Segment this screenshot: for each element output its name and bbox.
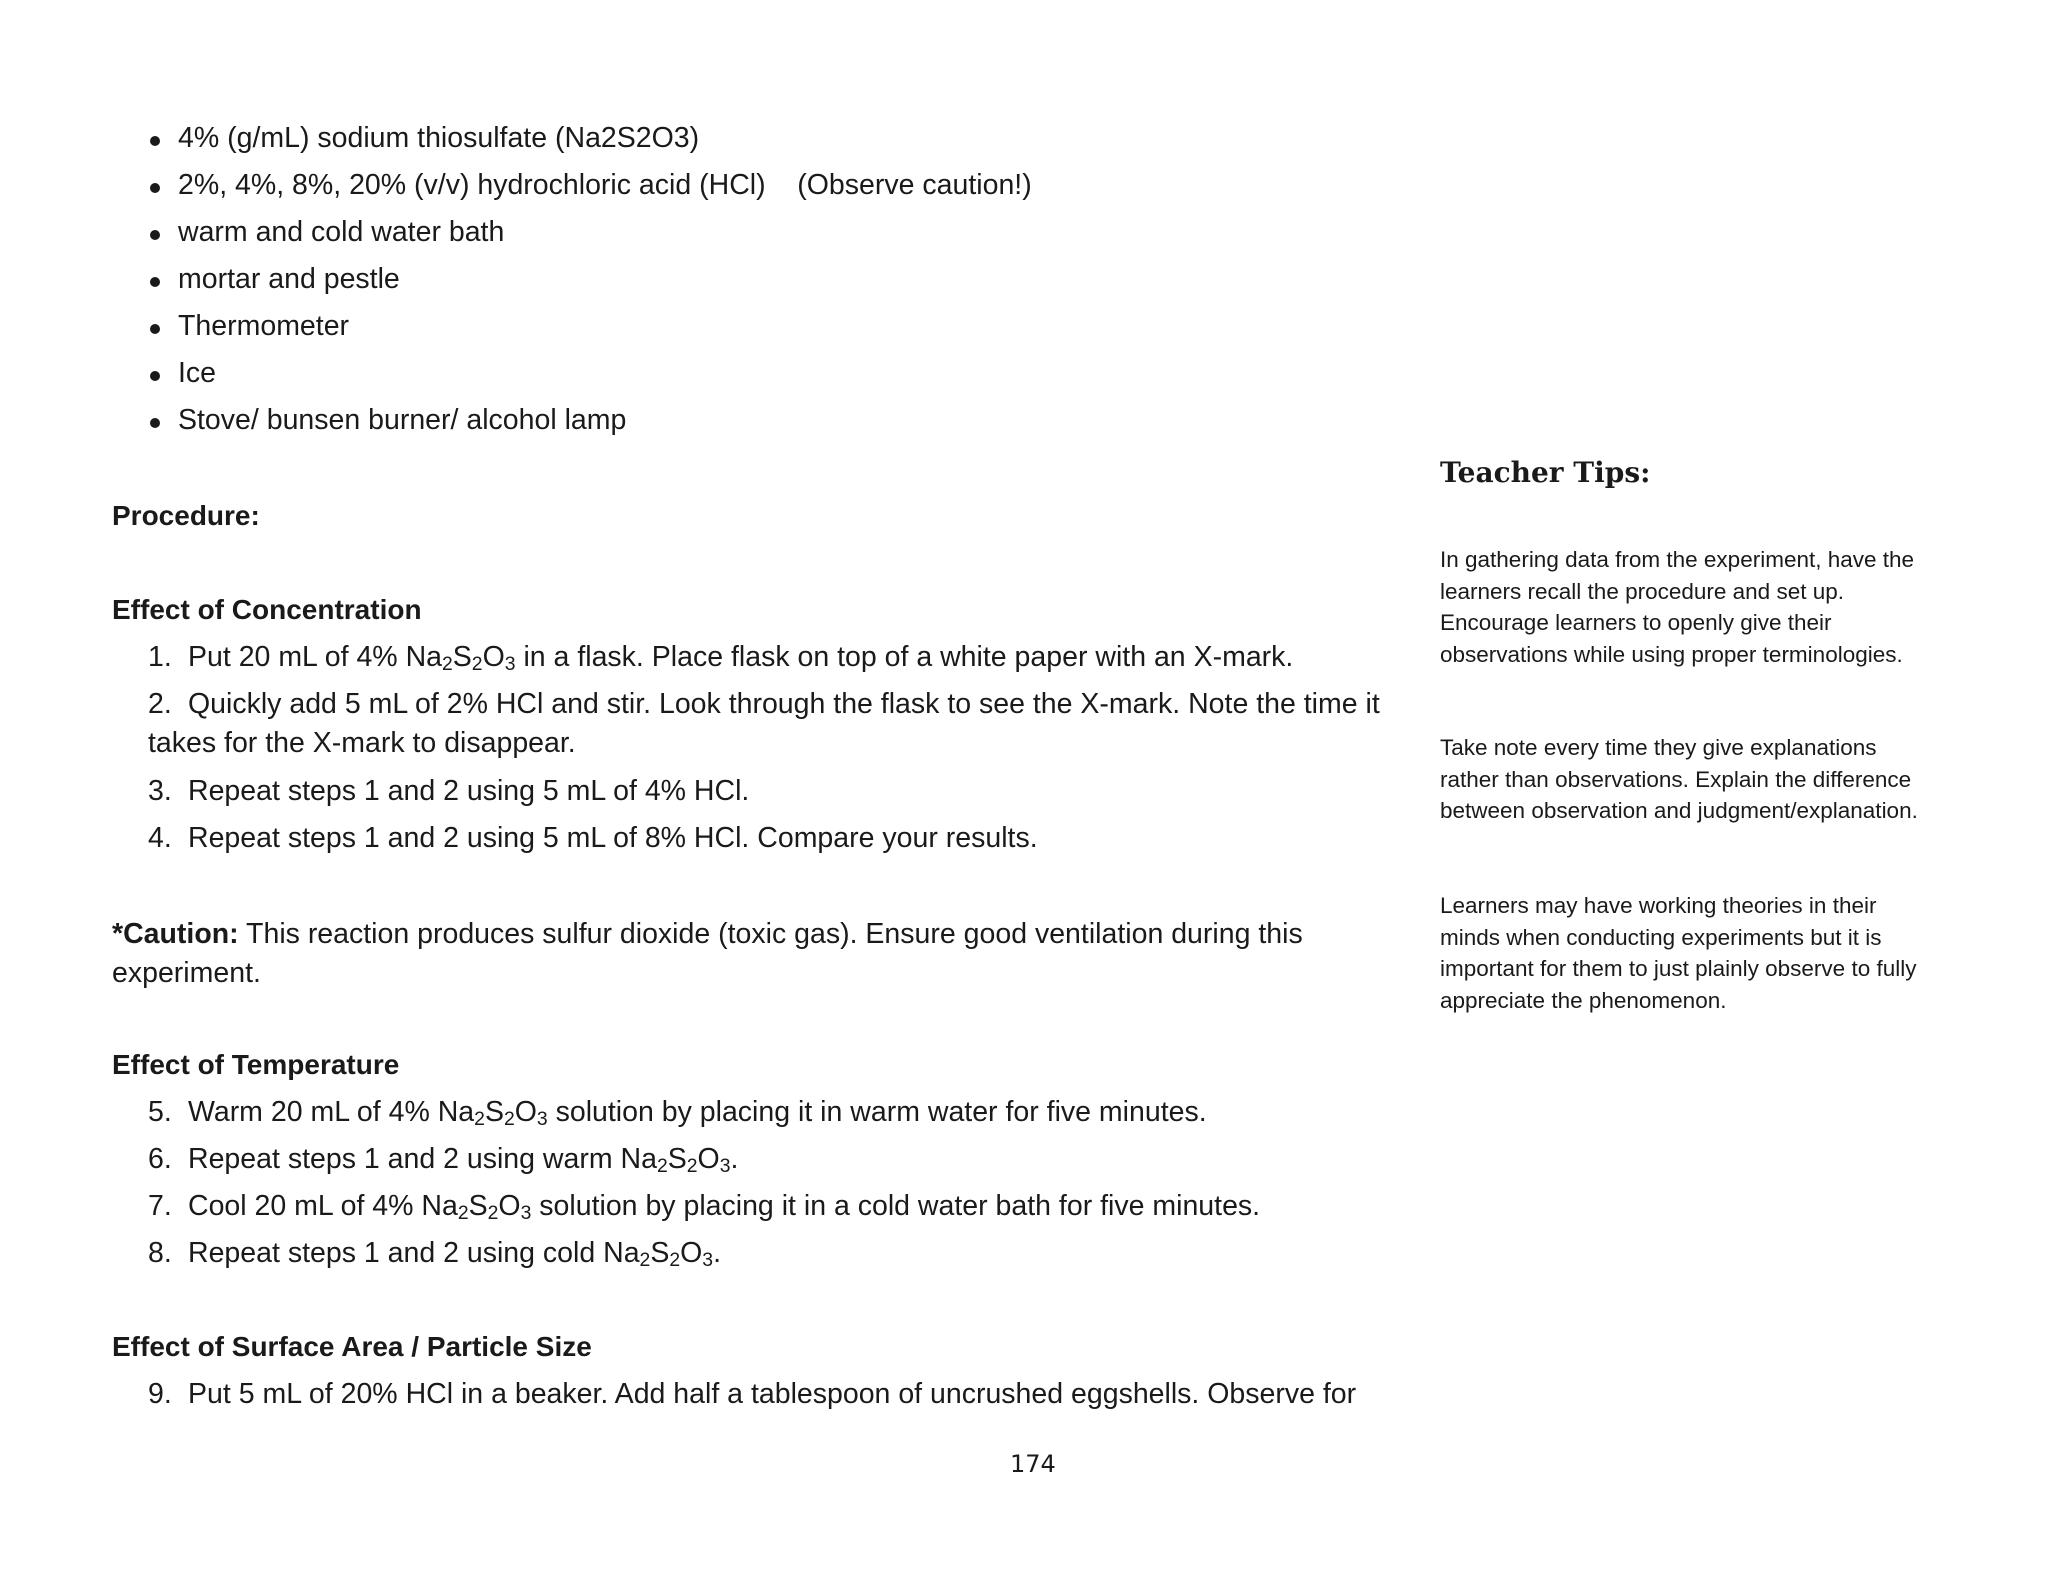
bullet-icon [150, 371, 160, 381]
subscript: 2 [503, 1107, 515, 1130]
teacher-tip-paragraph: Learners may have working theories in their minds when conducting experiments but it is important for them to just plainly observe to fully appreciate the phenomenon. [1440, 893, 1917, 1013]
surface-area-heading: Effect of Surface Area / Particle Size [112, 1331, 592, 1362]
step-text: O [680, 1237, 703, 1269]
bullet-icon [150, 277, 160, 287]
step-number: 5. [148, 1096, 172, 1128]
list-item-text: warm and cold water bath [178, 216, 505, 248]
step-text: Repeat steps 1 and 2 using 5 mL of 8% HCl. Compare your results. [188, 822, 1038, 854]
step-text: Put 5 mL of 20% HCl in a beaker. Add half a tablespoon of uncrushed eggshells. Observe for [188, 1378, 1357, 1410]
step-text: S [452, 641, 472, 673]
list-item-text: 2%, 4%, 8%, 20% (v/v) hydrochloric acid (HCl) (Observe caution!) [178, 169, 1032, 201]
list-item [178, 404, 626, 437]
procedure-step-1 [148, 638, 1408, 677]
step-text: Repeat steps 1 and 2 using 5 mL of 4% HCl. [188, 775, 750, 807]
teacher-tip-paragraph: In gathering data from the experiment, have the learners recall the procedure and set up. Encourage learners to openly give their observations while using proper terminologies. [1440, 547, 1915, 667]
procedure-step-4 [148, 819, 1408, 858]
step-text: Warm 20 mL of 4% Na [188, 1096, 475, 1128]
procedure-step-6 [148, 1140, 1408, 1179]
subscript: 2 [639, 1248, 651, 1271]
step-number: 3. [148, 775, 172, 807]
temperature-heading: Effect of Temperature [112, 1049, 400, 1080]
list-item [178, 169, 1032, 202]
step-text: S [667, 1143, 687, 1175]
teacher-tip-paragraph: Take note every time they give explanations rather than observations. Explain the difference between observation and judgment/explanation. [1440, 735, 1918, 823]
step-text: O [514, 1096, 537, 1128]
step-text: Cool 20 mL of 4% Na [188, 1190, 458, 1222]
step-number: 1. [148, 641, 172, 673]
step-number: 8. [148, 1237, 172, 1269]
concentration-heading: Effect of Concentration [112, 594, 422, 625]
step-text: solution by placing it in warm water for five minutes. [547, 1096, 1207, 1128]
subscript: 2 [457, 1201, 469, 1224]
subscript: 3 [520, 1201, 532, 1224]
step-number: 4. [148, 822, 172, 854]
bullet-icon [150, 230, 160, 240]
step-number: 9. [148, 1378, 172, 1410]
procedure-step-5 [148, 1093, 1408, 1132]
subscript: 3 [536, 1107, 548, 1130]
bullet-icon [150, 418, 160, 428]
teacher-tips-title: Teacher Tips: [1440, 456, 1651, 489]
step-text: O [697, 1143, 720, 1175]
subscript: 3 [504, 652, 516, 675]
subscript: 2 [669, 1248, 681, 1271]
list-item-text: mortar and pestle [178, 263, 400, 295]
step-text: Put 20 mL of 4% Na [188, 641, 442, 673]
step-text: O [498, 1190, 521, 1222]
step-text: . [713, 1237, 721, 1269]
subscript: 2 [474, 1107, 485, 1130]
subscript: 2 [442, 652, 453, 675]
bullet-icon [150, 136, 160, 146]
subscript: 2 [487, 1201, 499, 1224]
step-text: solution by placing it in a cold water bath for five minutes. [531, 1190, 1261, 1222]
procedure-step-3 [148, 772, 1408, 811]
caution-label: *Caution: [112, 918, 239, 950]
list-item [178, 216, 504, 249]
bullet-icon [150, 324, 160, 334]
step-text: in a flask. Place flask on top of a white paper with an X-mark. [515, 641, 1294, 673]
step-number: 2. [148, 688, 172, 720]
step-number: 7. [148, 1190, 172, 1222]
step-number: 6. [148, 1143, 172, 1175]
list-item-text: Ice [178, 357, 217, 389]
list-item [178, 357, 216, 390]
procedure-step-9 [148, 1375, 1408, 1414]
list-item [178, 122, 699, 155]
page-number: 174 [1010, 1450, 1056, 1478]
subscript: 2 [471, 652, 483, 675]
procedure-heading: Procedure: [112, 500, 260, 531]
step-text: S [650, 1237, 670, 1269]
bullet-icon [150, 183, 160, 193]
subscript: 2 [656, 1154, 668, 1177]
list-item-text: Thermometer [178, 310, 350, 342]
step-text: S [468, 1190, 488, 1222]
list-item-text: Stove/ bunsen burner/ alcohol lamp [178, 404, 627, 436]
step-text: S [484, 1096, 504, 1128]
step-text: Repeat steps 1 and 2 using warm Na [188, 1143, 657, 1175]
procedure-step-7 [148, 1187, 1408, 1226]
list-item [178, 263, 400, 296]
caution-note [112, 915, 1372, 993]
step-text: O [482, 641, 505, 673]
list-item [178, 310, 349, 343]
step-text: Quickly add 5 mL of 2% HCl and stir. Look through the flask to see the X-mark. Note the time it takes for the X-mark to disappear. [148, 688, 1380, 759]
subscript: 3 [719, 1154, 731, 1177]
caution-text: This reaction produces sulfur dioxide (toxic gas). Ensure good ventilation during this experiment. [112, 918, 1303, 989]
list-item-text: 4% (g/mL) sodium thiosulfate (Na2S2O3) [178, 122, 700, 154]
subscript: 2 [686, 1154, 698, 1177]
step-text: Repeat steps 1 and 2 using cold Na [188, 1237, 640, 1269]
step-text: . [730, 1143, 739, 1175]
procedure-step-2 [148, 685, 1408, 763]
subscript: 3 [702, 1248, 714, 1271]
procedure-step-8 [148, 1234, 1408, 1273]
